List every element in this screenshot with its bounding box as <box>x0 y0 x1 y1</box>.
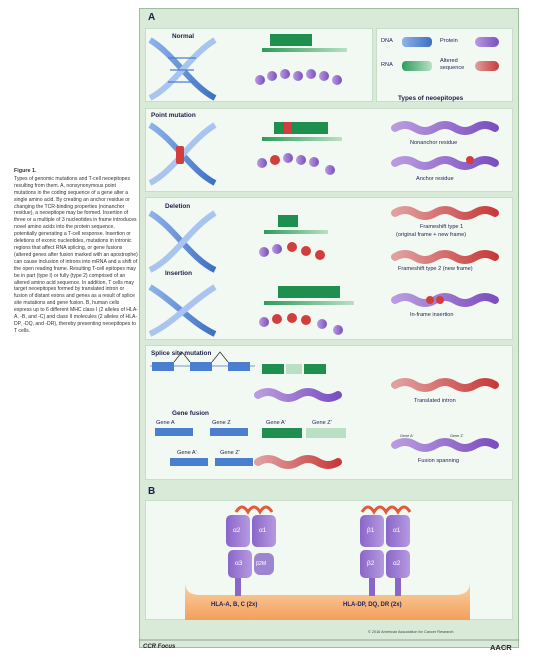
mhc-class1-label: HLA-A, B, C (2x) <box>211 602 258 608</box>
label-translated-intron: Translated intron <box>414 398 456 404</box>
insertion-dna <box>150 287 215 334</box>
anchor-epitope <box>395 160 495 166</box>
legend-protein-label: Protein <box>440 38 458 44</box>
label-rna-gene-a-prime: Gene A' <box>266 420 286 426</box>
fusion-tag-a: Gene A' <box>400 434 414 438</box>
label-deletion: Deletion <box>165 203 191 210</box>
domain-b2m-class1: β2M <box>256 561 267 567</box>
label-point-mutation: Point mutation <box>151 112 196 119</box>
label-splice-site-mutation: Splice site mutation <box>151 350 212 357</box>
fusion-protein <box>258 459 338 465</box>
mhc-class-2 <box>360 507 410 596</box>
panel-a-letter: A <box>148 12 156 23</box>
domain-a3-class1: α3 <box>235 560 243 567</box>
gene-fusion-tracks <box>155 428 253 466</box>
domain-a1-class2: α1 <box>393 527 401 534</box>
label-frameshift-type1: Frameshift type 1 <box>420 224 464 230</box>
normal-rna <box>262 34 347 52</box>
label-anchor-residue: Anchor residue <box>416 176 454 182</box>
caption-body: Types of genomic mutations and T-cell neoepitopes resulting from them. A, nonsynonymous point mutations in the coding sequence of a gene alter a single amino acid. By creating an anchor residue or changing the TCR-binding properties (nonanchor residue), a neoepitope may be formed. Insertion of three or a multiple of 3 nucleotides in frame introduces novel amino acids into the protein sequence, potentially generating a T-cell response. Insertion or deletions of exonic nucleotides, mutations in intronic regions that affect RNA splicing, or gene fusions (altered genes after fusion marked with an apostrophe) can cause inclusion of introns into mRNA and a shift of the open reading frame. Resulting T-cell epitopes may be in part (type I) or fully (type 2) comprised of an altered amino acid sequence. In addition, T cells may target neoepitopes formed by translated intron or fusion of distant exons and genes as a result of splice site mutations and gene fusion. B, human cells express up to 6 different MHC class I (2 alleles of HLA-A, -B, and -C) and class II molecules (2 alleles of HLA-DP, -DQ, and -DR), thereby presenting neoepitopes to T cells. <box>14 175 138 334</box>
label-fusion-spanning: Fusion spanning <box>418 458 460 464</box>
splice-protein <box>258 392 338 398</box>
legend-rna-label: RNA <box>381 62 393 68</box>
deletion-dna <box>150 213 215 270</box>
label-normal: Normal <box>172 33 195 40</box>
legend-rna-swatch <box>402 61 432 71</box>
domain-a2-class1: α2 <box>233 527 241 534</box>
mhc-class2-label: HLA-DP, DQ, DR (2x) <box>343 602 402 608</box>
publisher-logo: AACR <box>490 643 512 652</box>
types-of-neoepitopes-title: Types of neoepitopes <box>398 95 464 102</box>
frameshift1-epitope <box>395 210 495 216</box>
frameshift2-epitope <box>395 254 495 260</box>
deletion-rna <box>264 215 328 234</box>
fusion-tag-z: Gene Z' <box>450 434 464 438</box>
domain-b1-class2: β1 <box>367 527 375 534</box>
panel-b-letter: B <box>148 486 156 497</box>
inframe-epitope <box>395 297 495 303</box>
domain-a1-class1: α1 <box>259 527 267 534</box>
label-gene-z: Gene Z <box>212 420 231 426</box>
point-mutation-protein <box>257 153 335 175</box>
domain-b2-class2: β2 <box>367 560 375 567</box>
label-insertion: Insertion <box>165 270 192 277</box>
journal-name: CCR Focus <box>143 644 176 650</box>
label-gene-a-prime: Gene A' <box>177 450 197 456</box>
label-gene-a: Gene A <box>156 420 175 426</box>
legend-altered-label: Altered sequence <box>440 58 465 71</box>
label-rna-gene-z-prime: Gene Z' <box>312 420 332 426</box>
deletion-protein <box>259 242 325 260</box>
label-gene-z-prime: Gene Z' <box>220 450 240 456</box>
label-gene-fusion: Gene fusion <box>172 410 209 417</box>
fusion-spanning-epitope <box>395 442 495 448</box>
cell-membrane <box>185 582 470 620</box>
nonanchor-epitope <box>395 125 495 131</box>
gene-fusion-rna <box>262 428 346 438</box>
normal-dna-helix <box>150 40 215 98</box>
splice-rna <box>262 364 326 374</box>
legend-dna-swatch <box>402 37 432 47</box>
insertion-protein <box>259 313 343 335</box>
translated-intron-epitope <box>395 382 495 388</box>
caption-title: Figure 1. <box>14 168 37 174</box>
point-mutation-rna <box>262 122 342 141</box>
domain-a2-class2: α2 <box>393 560 401 567</box>
point-mutation-dna <box>150 125 215 183</box>
legend-dna-label: DNA <box>381 38 393 44</box>
insertion-rna <box>264 286 354 305</box>
legend-altered-swatch <box>475 61 499 71</box>
label-inframe-insertion: In-frame insertion <box>410 312 454 318</box>
normal-protein <box>255 69 342 85</box>
label-frameshift-type2: Frameshift type 2 (new frame) <box>398 266 473 272</box>
legend-protein-swatch <box>475 37 499 47</box>
label-nonanchor-residue: Nonanchor residue <box>410 140 458 146</box>
anchor-mutated-residue <box>466 156 474 164</box>
label-frameshift-type1-sub: (original frame + new frame) <box>396 232 467 238</box>
copyright-notice: © 2016 American Association for Cancer Research <box>368 630 454 634</box>
mhc-class-1 <box>226 507 276 596</box>
